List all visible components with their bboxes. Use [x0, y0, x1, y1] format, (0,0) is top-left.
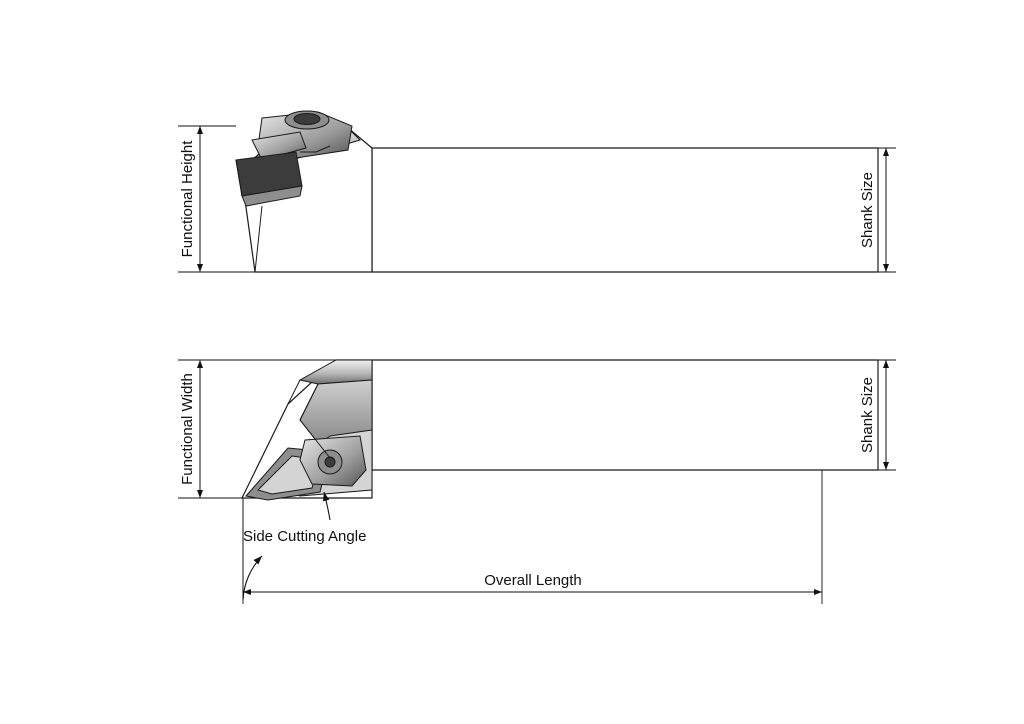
functional-height-label: Functional Height: [179, 140, 196, 258]
overall-length-label: Overall Length: [484, 572, 582, 589]
shank-size-top-label: Shank Size: [859, 172, 876, 248]
shank-size-top-dimension: [878, 148, 896, 272]
shank-size-bottom-dimension: [878, 360, 896, 470]
side-cutting-angle-label: Side Cutting Angle: [243, 528, 367, 545]
shank-size-bottom-label: Shank Size: [859, 377, 876, 453]
top-view-geometry: [242, 360, 878, 500]
side-cutting-angle-annotation: [243, 492, 330, 600]
side-view-geometry: [236, 111, 878, 272]
functional-width-label: Functional Width: [179, 373, 196, 485]
